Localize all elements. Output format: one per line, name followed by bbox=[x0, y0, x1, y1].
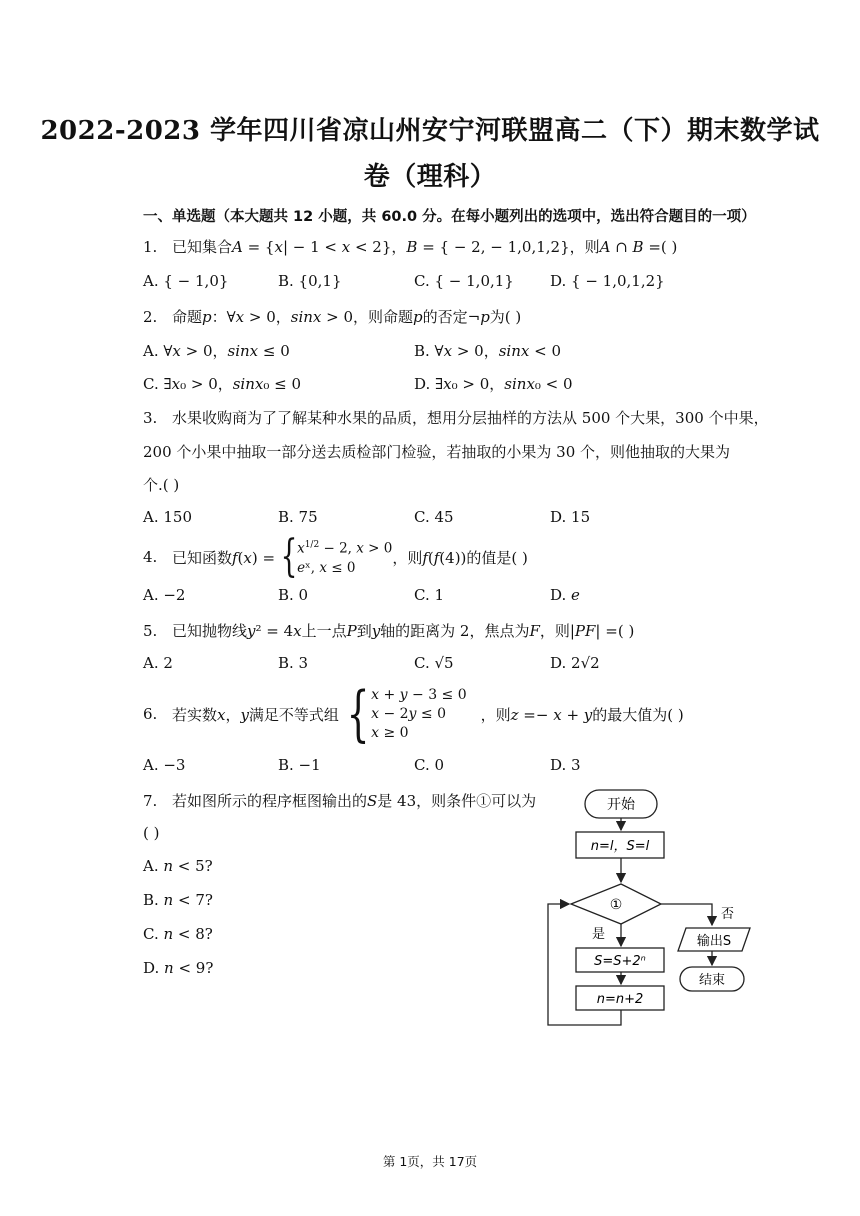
condition-label: ① bbox=[609, 897, 623, 913]
question-number: 6. bbox=[143, 705, 158, 723]
init-label: n=l，S=l bbox=[590, 839, 650, 854]
left-brace: { bbox=[346, 679, 370, 749]
q2-option-c: C. ∃𝑥₀ > 0，𝑠𝑖𝑛𝑥₀ ≤ 0 bbox=[143, 375, 302, 393]
q4-option-c: C. 1 bbox=[414, 586, 445, 604]
question-number: 7. bbox=[143, 792, 158, 810]
q3-option-a: A. 150 bbox=[143, 508, 192, 526]
q6-option-b: B. −1 bbox=[278, 756, 321, 774]
q3-option-d: D. 15 bbox=[550, 508, 591, 526]
question-text-before: 若实数𝑥，𝑦满足不等式组 bbox=[172, 705, 339, 724]
q5-option-d: D. 2√2 bbox=[550, 654, 600, 672]
q3-option-b: B. 75 bbox=[278, 508, 318, 526]
question-7 bbox=[143, 790, 536, 811]
q4-option-a: A. −2 bbox=[143, 586, 186, 604]
question-text: 命题𝑝：∀𝑥 > 0，𝑠𝑖𝑛𝑥 > 0，则命题𝑝的否定¬𝑝为( ) bbox=[172, 308, 522, 326]
program-flowchart bbox=[540, 785, 770, 1035]
question-number: 3. bbox=[143, 409, 158, 427]
q2-option-a: A. ∀𝑥 > 0，𝑠𝑖𝑛𝑥 ≤ 0 bbox=[143, 342, 290, 360]
question-text: 已知集合𝐴 = {𝑥| − 1 < 𝑥 < 2}，𝐵 = { − 2, − 1,0,1,2}，则𝐴 ∩ 𝐵 =( ) bbox=[172, 238, 678, 256]
inequality-1: 𝑥 + 𝑦 − 3 ≤ 0 bbox=[371, 686, 467, 703]
question-5 bbox=[143, 620, 634, 641]
page-title-continued: 卷（理科） bbox=[363, 162, 497, 192]
question-text-after: ，则𝑓(𝑓(4))的值是( ) bbox=[392, 548, 528, 567]
sum-label: S=S+2ⁿ bbox=[594, 954, 646, 969]
q3-option-c: C. 45 bbox=[414, 508, 454, 526]
question-text-after: ，则𝑧 =− 𝑥 + 𝑦的最大值为( ) bbox=[480, 705, 684, 724]
question-number: 2. bbox=[143, 308, 158, 326]
question-number: 4. bbox=[143, 548, 158, 566]
q4-option-b: B. 0 bbox=[278, 586, 309, 604]
q2-option-d: D. ∃𝑥₀ > 0，𝑠𝑖𝑛𝑥₀ < 0 bbox=[414, 375, 573, 393]
question-2 bbox=[143, 306, 521, 327]
end-label: 结束 bbox=[698, 973, 726, 988]
q5-option-b: B. 3 bbox=[278, 654, 309, 672]
q7-option-c: C. 𝑛 < 8? bbox=[143, 925, 213, 943]
section-heading: 一、单选题（本大题共 12 小题，共 60.0 分。在每小题列出的选项中，选出符合题目的一项） bbox=[143, 209, 756, 225]
question-text: 已知抛物线𝑦² = 4𝑥上一点𝑃到𝑦轴的距离为 2，焦点为𝐹，则|𝑃𝐹| =( ) bbox=[172, 622, 635, 640]
question-6 bbox=[143, 679, 684, 749]
q7-option-b: B. 𝑛 < 7? bbox=[143, 891, 213, 909]
q5-option-c: C. √5 bbox=[414, 654, 454, 672]
question-text-before: 已知函数𝑓(𝑥) = bbox=[172, 548, 276, 567]
q6-option-a: A. −3 bbox=[143, 756, 186, 774]
question-7-line-2: ( ) bbox=[143, 824, 160, 842]
start-label: 开始 bbox=[607, 797, 635, 813]
question-number: 1. bbox=[143, 238, 158, 256]
left-brace: { bbox=[280, 531, 298, 582]
q5-option-a: A. 2 bbox=[143, 654, 173, 672]
q4-option-d: D. 𝑒 bbox=[550, 586, 580, 604]
inequality-3: 𝑥 ≥ 0 bbox=[371, 724, 409, 741]
output-label: 输出S bbox=[696, 934, 732, 949]
inequality-system bbox=[371, 686, 467, 743]
q1-option-a: A. { − 1,0} bbox=[143, 272, 229, 290]
question-text-line-1: 水果收购商为了了解某种水果的品质，想用分层抽样的方法从 500 个大果，300 个中果， bbox=[172, 409, 769, 427]
q7-option-a: A. 𝑛 < 5? bbox=[143, 857, 213, 875]
question-1 bbox=[143, 236, 677, 257]
q2-option-b: B. ∀𝑥 > 0，𝑠𝑖𝑛𝑥 < 0 bbox=[414, 342, 561, 360]
inequality-2: 𝑥 − 2𝑦 ≤ 0 bbox=[371, 705, 447, 722]
q1-option-b: B. {0,1} bbox=[278, 272, 342, 290]
question-3 bbox=[143, 407, 769, 428]
question-4 bbox=[143, 531, 528, 582]
question-3-line-2: 200 个小果中抽取一部分送去质检部门检验，若抽取的小果为 30 个，则他抽取的大果为 bbox=[143, 443, 731, 461]
q7-option-d: D. 𝑛 < 9? bbox=[143, 959, 214, 977]
increment-label: n=n+2 bbox=[596, 992, 644, 1007]
q1-option-c: C. { − 1,0,1} bbox=[414, 272, 514, 290]
q6-option-d: D. 3 bbox=[550, 756, 581, 774]
question-number: 5. bbox=[143, 622, 158, 640]
case-2: 𝑒ˣ, 𝑥 ≤ 0 bbox=[297, 559, 356, 576]
yes-label: 是 bbox=[592, 927, 606, 942]
case-1: 𝑥$^{1/2}$ − 2, 𝑥 > 0 bbox=[297, 540, 393, 557]
piecewise-cases bbox=[297, 536, 392, 578]
page-title: 2022-2023 学年四川省凉山州安宁河联盟高二（下）期末数学试 bbox=[40, 116, 820, 146]
question-3-line-3: 个.( ) bbox=[143, 476, 180, 494]
question-text-line-1: 若如图所示的程序框图输出的𝑆是 43，则条件①可以为 bbox=[172, 792, 537, 810]
no-label: 否 bbox=[721, 907, 735, 922]
page-footer: 第 1页，共 17页 bbox=[382, 1154, 478, 1169]
q6-option-c: C. 0 bbox=[414, 756, 445, 774]
q1-option-d: D. { − 1,0,1,2} bbox=[550, 272, 665, 290]
